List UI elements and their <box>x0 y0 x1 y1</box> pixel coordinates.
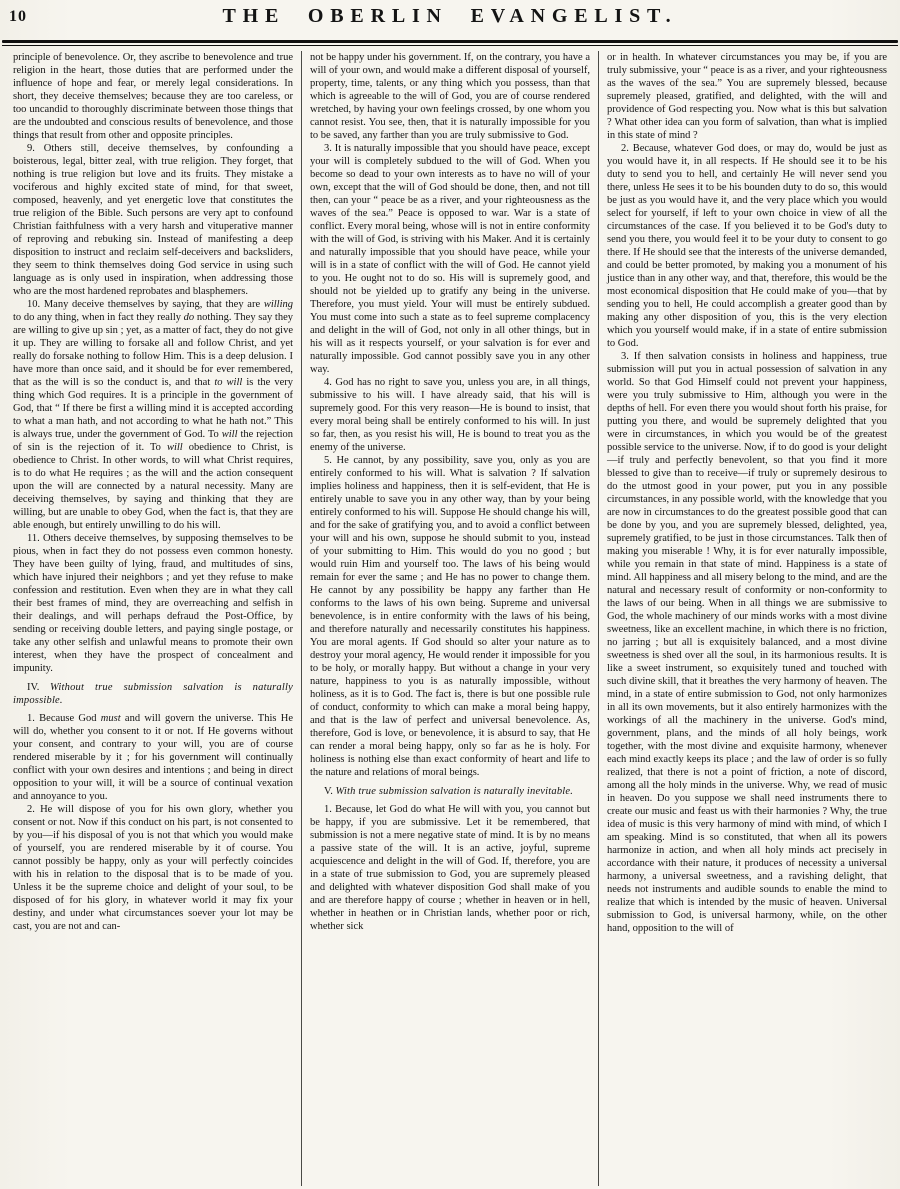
paragraph: 4. God has no right to save you, unless you are, in all things, submissive to his will. I have already said, that his will is supremely good. For this very reason—He is bound to insist, that every moral being shall be entirely conformed to his will. In just so far, then, as you resist his will, He is bound to treat you as the enemy of the universe. <box>310 377 590 453</box>
paragraph: 1. Because God must and will govern the universe. This He will do, whether you consent to it or not. If He governs without your consent, and contrary to your will, you are of course rendered miserable by it ; for his government will continually conflict with your own desires and intentions ; and being in direct opposition to your will, it will be a source of continual vexation and annoyance to you. <box>13 713 293 802</box>
text-column-3 <box>598 51 895 1186</box>
paragraph: 2. Because, whatever God does, or may do, would be just as you would have it, in all respects. If He should see it to be his duty to send you to hell, and certainly He will never send you there, unless He sees it to be his bounden duty to do so, this would be just as you would have it, and the very place which you would select for yourself, if left to your own choice in view of all the circumstances of the case. If you believed it to be God's duty to send you there, you would feel it to be your duty to consent to go there. If He should see that the interests of the universe demanded, and could be better promoted, by making you a monument of his justice than in any other way, and that, therefore, this would be the most economical disposition that He could make of you—that by sending you to hell, He could accomplish a greater good than by making any other disposition of you, this is the very election which you yourself would make, if in a state of entire submission to God. <box>607 143 887 349</box>
masthead-header <box>0 0 900 37</box>
paragraph: 11. Others deceive themselves, by supposing themselves to be pious, when in fact they do not possess even common honesty. They have been guilty of lying, fraud, and multitudes of sins, which have injured their neighbors ; and yet they refuse to make confession and restitution. Even when they are in what they call their best frames of mind, they are overreaching and selfish in their dealings, and will perhaps defraud the Post-Office, by sending or receiving double letters, and paying single postage, or take any other selfish and unlawful means to promote their own interest, when they have the prospect of concealment and impunity. <box>13 533 293 674</box>
paragraph: 3. If then salvation consists in holiness and happiness, true submission will put you in actual possession of salvation in any world. So that God Himself could not prevent your happiness, were you truly submissive to Him, although you were in the depths of hell. For even there you would shout forth his praise, for putting you there, and would be supremely delighted that you were in circumstances, in which you would be of the greatest possible service to the universe. Now, if to do good is your delight—if truly and perfectly benevolent, so that you find it more blessed to give than to receive—if truly or supremely desirous to do the utmost good in your power, put you in any possible circumstances, in any possible world, with the knowledge that you are now in circumstances to do the greatest possible good that can be done by you, and you are supremely blessed, delighted, yea, supremely gratified, to be just in those circumstances. Talk then of making you miserable ! Why, it is for ever naturally impossible, while you remain in that state of mind. Happiness is a state of mind. All happiness and all misery belong to the mind, and are the natural and necessary result of conformity or non-conformity to the laws of our being. When in all things we are submissive to God, the whole machinery of our minds works with a most divine sweetness, like an excellent machine, in which there is no friction, no jarring ; but all is exquisitely balanced, and a most divine sweetness is shed over all the soul, in its harmonious results. It is like a sweet instrument, so exquisitely tuned and touched with such divine skill, that it breathes the very harmony of heaven. The mind, in a state of entire submission to God, not only harmonizes in all its own movements, but it also entirely harmonizes with the workings of all the machinery in the universe. God's mind, government, plans, and the minds of all holy beings, work together, with the most divine and exquisite harmony, whenever each mind exactly keeps its place ; and the law of order is so fully realized, that there is not a point of friction, a note of discord, among all the holy minds in the universe. Why, we read of music in heaven. Do you suppose we shall need instruments there to create our music and feast us with their harmonies ? Why, the true idea of music is this very harmony of mind with mind, of which I am speaking. Mind is so constituted, that when all its powers harmonize in action, and when all holy minds act precisely in accordance with their nature, it produces of necessity a universal harmony, a universal sweetness, and a ravishing delight, that needs not instruments and audible sounds to enable the mind to realize that which is intended by the music of heaven. Universal submission to God, is universal harmony, while, on the other hand, opposition to the will of <box>607 351 887 934</box>
paragraph: 5. He cannot, by any possibility, save you, only as you are entirely conformed to his will. What is salvation ? If salvation implies holiness and happiness, then it is self-evident, that He is entirely unable to save you in any other way, than by your being entirely conformed to his will. Suppose He should change his will, and for the sake of gratifying you, and to avoid a conflict between your will and his own, suppose he should submit to you, instead of your submitting to Him. This would do you no good ; but would ruin Him and yourself too. The laws of his being would remain for ever the same ; and He has no power to change them. He cannot by any possibility be happy any farther than He conforms to the laws of his own being. Supreme and universal benevolence, is in entire conformity with the laws of his being, and therefore naturally and necessarily constitutes his happiness. You are moral agents. If God should so alter your nature as to destroy your moral agency, He would render it impossible for you to be holy, or morally happy. But without a change in your very nature, happiness to you is as naturally impossible, without holiness, as it is to God. The fact is, there is but one possible rule of conduct, conformity to which can make a moral being happy, and that is the law of perfect and universal benevolence. As, therefore, God is love, or benevolence, it is absurd to say, that He can render a moral being happy, only so far as he is holy. For holiness is nothing else than exact conformity of heart and life to the nature and relations of moral beings. <box>310 455 590 778</box>
masthead-title: THE OBERLIN EVANGELIST. <box>222 5 678 27</box>
section-heading: V. With true submission salvation is naturally inevitable. <box>324 786 574 797</box>
paragraph: 1. Because, let God do what He will with you, you cannot but be happy, if you are submissive. Let it be remembered, that submission is not a mere negative state of mind. It is by no means a passive state of the will. It is an active, joyful, supreme acquiescence and delight in the will of God. If, therefore, you are in a state of true submission to God, you are supremely pleased and delighted with whatever disposition God shall make of you and are therefore happy of course ; whether in heaven or in hell, whether in heathen or in Christian lands, whether poor or rich, whether sick <box>310 804 590 932</box>
paragraph: principle of benevolence. Or, they ascribe to benevolence and true religion in the heart, those duties that are performed under the influence of hope and fear, or merely legal considerations. In short, they deceive themselves; because they are too careless, or too uncandid to thoroughly discriminate between those things that are the undoubted and conscious results of benevolence, and those things that result from other and opposite principles. <box>13 52 293 141</box>
paragraph: not be happy under his government. If, on the contrary, you have a will of your own, and would make a different disposal of yourself, property, time, talents, or any thing which you possess, than that which is agreeable to the will of God, you are of course rendered wretched, by having your own feelings crossed, by one whom you cannot resist. You see, then, that it is naturally impossible for you to be saved, any farther than you are truly submissive to God. <box>310 52 590 141</box>
paragraph: 3. It is naturally impossible that you should have peace, except your will is completely subdued to the will of God. When you become so dead to your own interests as to have no will of your own, except that the will of God should be done, then, and not till then, can your “ peace be as a river, and your righteousness as the waves of the sea.” Peace is opposed to war. War is a state of conflict. Every moral being, whose will is not in entire conformity with the will of God, is striving with his Maker. And it is certainly and naturally impossible that you should have peace, while your will is in a state of conflict with the will of God. He cannot yield to you. He ought not to do so. His will is supremely good, and should not be yielded up to gratify any being in the universe. Therefore, you must yield. Your will must be entirely subdued. You must come into such a state as to feel supreme complacency and delight in the will of God, not only in all other things, but in his will as it respects yourself, or your salvation is for ever and naturally impossible. God cannot possibly save you in any other way. <box>310 143 590 375</box>
paragraph: 9. Others still, deceive themselves, by confounding a boisterous, legal, bitter zeal, with true religion. They forget, that nothing is true religion but love and its fruits. They mistake a vociferous and highly excited state of mind, for that sweet, composed, heavenly, and yet energetic love that constitutes the true religion of the Bible. Such persons are very apt to confound Christian faithfulness with a very harsh and vituperative manner of reproving and rebuking sin. Instead of manifesting a deep disposition to instruct and reclaim self-deceivers and backsliders, they seem to think themselves doing God service in using such language as is only used in inspiration, when addressing those who are the most hardened reprobates and blasphemers. <box>13 143 293 297</box>
section-heading: IV. Without true submission salvation is naturally impossible. <box>13 682 293 706</box>
paragraph: or in health. In whatever circumstances you may be, if you are truly submissive, your “ peace is as a river, and your righteousness as the waves of the sea.” You are supremely blessed, because supremely pleased, gratified, and delighted, with the will and providence of God respecting you. Now what is this but salvation ? What other idea can you form of salvation, than what is implied in this state of mind ? <box>607 52 887 141</box>
paragraph: 10. Many deceive themselves by saying, that they are willing to do any thing, when in fact they really do nothing. They say they are willing to give up sin ; yet, as a matter of fact, they do not give it up. They are willing to forsake all and follow Christ, and yet really do forsake nothing to follow Him. This is a deep delusion. I have more than once said, and it should be for ever remembered, that as the will is so the conduct is, and that to will is the very thing which God requires. It is a principle in the government of God, that “ If there be first a willing mind it is accepted according to what a man hath, and not according to what he hath not.” This is always true, under the government of God. To will the rejection of sin is the rejection of it. To will obedience to Christ, is obedience to Christ. In other words, to will what Christ requires, is to do what He requires ; as the will and the action consequent upon the will are connected by a natural necessity. Many are deceiving themselves, by saying and thinking that they are willing, but are unable to obey God, when the fact is, that they are able enough, but entirely unwilling to do his will. <box>13 299 293 531</box>
article-columns <box>0 46 900 1186</box>
text-column-1 <box>5 51 301 1186</box>
paragraph: 2. He will dispose of you for his own glory, whether you consent or not. Now if this conduct on his part, is not consented to by you—if his disposal of you is not that which you would make of yourself, you are rendered miserable by it of course. You cannot possibly be happy, only as your will perfectly coincides with his in relation to the disposal that is to be made of you. Unless it be the supreme choice and delight of your soul, to be disposed of for his glory, in whatever world it may fix your destiny, and under what circumstances soever your lot may be cast, you are not and can- <box>13 804 293 932</box>
text-column-2 <box>301 51 598 1186</box>
page-number: 10 <box>9 8 27 25</box>
divider-rule-thick <box>2 40 898 43</box>
